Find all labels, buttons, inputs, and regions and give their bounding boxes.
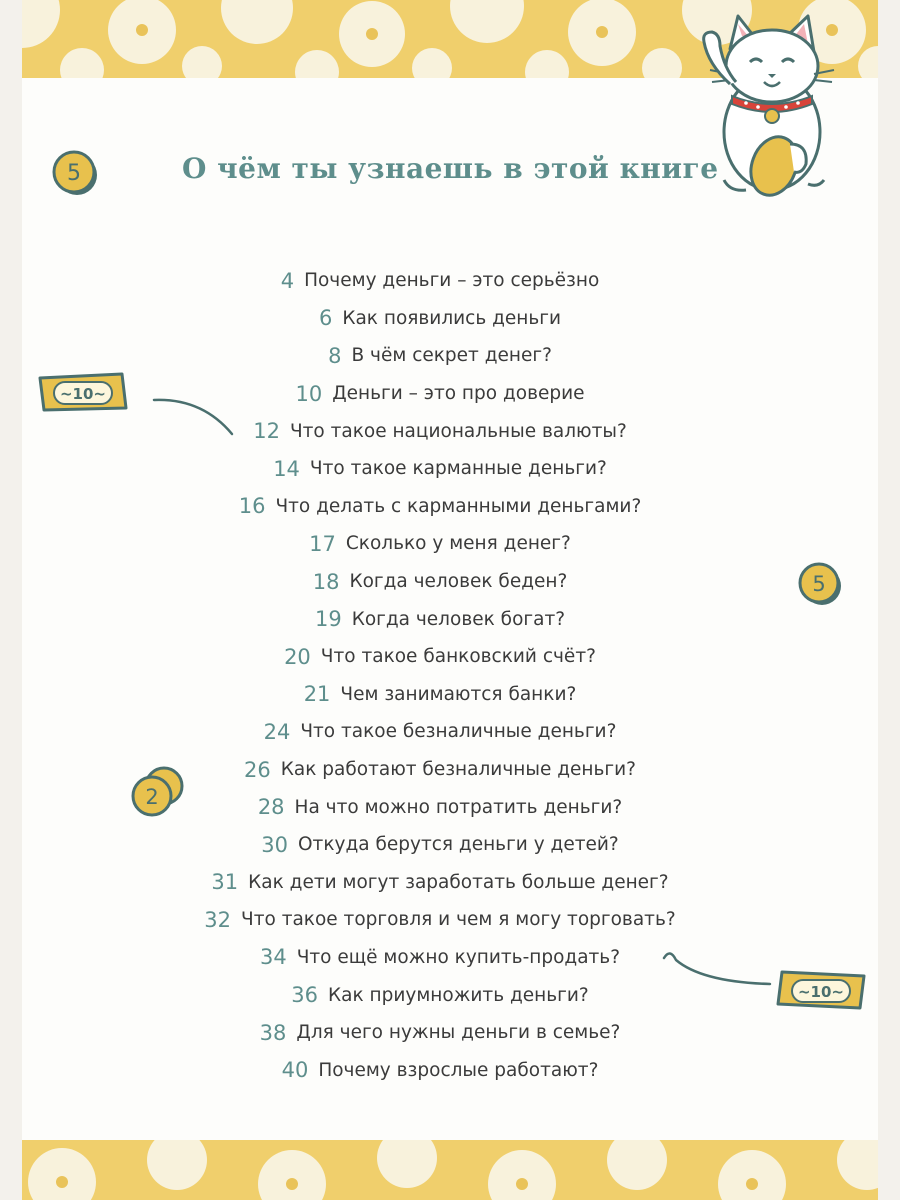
toc-entry-title: Чем занимаются банки? bbox=[340, 683, 577, 705]
toc-entry-title: Как появились деньги bbox=[342, 307, 562, 329]
toc-entry-title: Что такое национальные валюты? bbox=[289, 420, 627, 442]
toc-page-number: 30 bbox=[261, 832, 288, 857]
toc-entry-title: Деньги – это про доверие bbox=[332, 383, 585, 405]
toc-page-number: 38 bbox=[259, 1020, 287, 1045]
toc-entry bbox=[22, 713, 868, 751]
toc-entry bbox=[22, 976, 868, 1014]
toc-entry-title: Как работают безналичные деньги? bbox=[280, 759, 636, 781]
coin-label: 5 bbox=[812, 572, 826, 596]
toc-page-number: 31 bbox=[211, 870, 239, 895]
toc-entry bbox=[22, 375, 868, 413]
toc-entry bbox=[22, 939, 868, 977]
toc-page-number: 21 bbox=[303, 682, 331, 707]
toc-page-number: 34 bbox=[259, 945, 287, 970]
toc-entry bbox=[22, 262, 868, 300]
toc-entry bbox=[22, 788, 868, 826]
toc-entry bbox=[22, 300, 868, 338]
toc-entry-title: Для чего нужны деньги в семье? bbox=[296, 1022, 621, 1044]
coin-icon bbox=[50, 148, 100, 198]
toc-entry bbox=[22, 525, 868, 563]
toc-entry-title: Почему деньги – это серьёзно bbox=[304, 270, 600, 292]
toc-page-number: 19 bbox=[314, 607, 342, 632]
toc-entry bbox=[22, 676, 868, 714]
toc-entry-title: Почему взрослые работают? bbox=[318, 1059, 599, 1081]
toc-page-number: 14 bbox=[273, 456, 300, 481]
toc-entry bbox=[22, 600, 868, 638]
toc-page-number: 4 bbox=[280, 268, 295, 293]
toc-entry-title: Что ещё можно купить-продать? bbox=[296, 946, 621, 968]
toc-page-number: 20 bbox=[284, 644, 311, 669]
toc-entry bbox=[22, 751, 868, 789]
toc-page-number: 40 bbox=[281, 1058, 309, 1083]
toc-page-number: 16 bbox=[238, 494, 266, 519]
toc-page-number: 18 bbox=[312, 569, 340, 594]
page-title: О чём ты узнаешь в этой книге bbox=[182, 152, 719, 185]
toc-entry-title: Когда человек беден? bbox=[349, 571, 568, 593]
toc-entry-title: Что такое карманные деньги? bbox=[309, 458, 607, 480]
table-of-contents bbox=[22, 262, 878, 1089]
toc-entry-title: Что такое торговля и чем я могу торговать? bbox=[241, 909, 676, 931]
toc-entry-title: Что такое безналичные деньги? bbox=[300, 721, 617, 743]
coin-label: 5 bbox=[67, 161, 81, 186]
banknote-label: ~10~ bbox=[797, 983, 845, 1001]
toc-entry bbox=[22, 901, 868, 939]
toc-page-number: 12 bbox=[253, 419, 280, 444]
toc-entry bbox=[22, 1014, 868, 1052]
toc-page-number: 6 bbox=[318, 306, 333, 331]
toc-page-number: 10 bbox=[295, 381, 323, 406]
toc-entry bbox=[22, 563, 868, 601]
toc-entry bbox=[22, 1051, 868, 1089]
toc-entry bbox=[22, 488, 868, 526]
bottom-flower-pattern bbox=[22, 1140, 878, 1200]
toc-entry bbox=[22, 826, 868, 864]
toc-entry-title: На что можно потратить деньги? bbox=[294, 796, 623, 818]
toc-entry bbox=[22, 412, 868, 450]
book-page bbox=[22, 0, 878, 1200]
coin-label: 2 bbox=[145, 785, 159, 809]
toc-entry bbox=[22, 450, 868, 488]
toc-entry-title: В чём секрет денег? bbox=[351, 345, 552, 367]
toc-entry-title: Когда человек богат? bbox=[351, 608, 566, 630]
toc-page-number: 36 bbox=[291, 983, 319, 1008]
toc-entry-title: Как приумножить деньги? bbox=[328, 984, 589, 1006]
toc-page-number: 26 bbox=[244, 757, 271, 782]
toc-entry-title: Откуда берутся деньги у детей? bbox=[298, 834, 619, 856]
toc-entry-title: Что делать с карманными деньгами? bbox=[275, 495, 642, 517]
banknote-label: ~10~ bbox=[59, 385, 107, 403]
toc-entry-title: Сколько у меня денег? bbox=[345, 533, 571, 555]
toc-page-number: 32 bbox=[204, 907, 232, 932]
toc-page-number: 8 bbox=[328, 343, 342, 368]
toc-entry-title: Что такое банковский счёт? bbox=[320, 646, 596, 668]
toc-page-number: 17 bbox=[309, 531, 336, 556]
toc-entry bbox=[22, 638, 868, 676]
toc-page-number: 24 bbox=[263, 719, 291, 744]
toc-page-number: 28 bbox=[257, 795, 285, 820]
toc-entry bbox=[22, 864, 868, 902]
toc-entry-title: Как дети могут заработать больше денег? bbox=[248, 871, 669, 893]
toc-entry bbox=[22, 337, 868, 375]
